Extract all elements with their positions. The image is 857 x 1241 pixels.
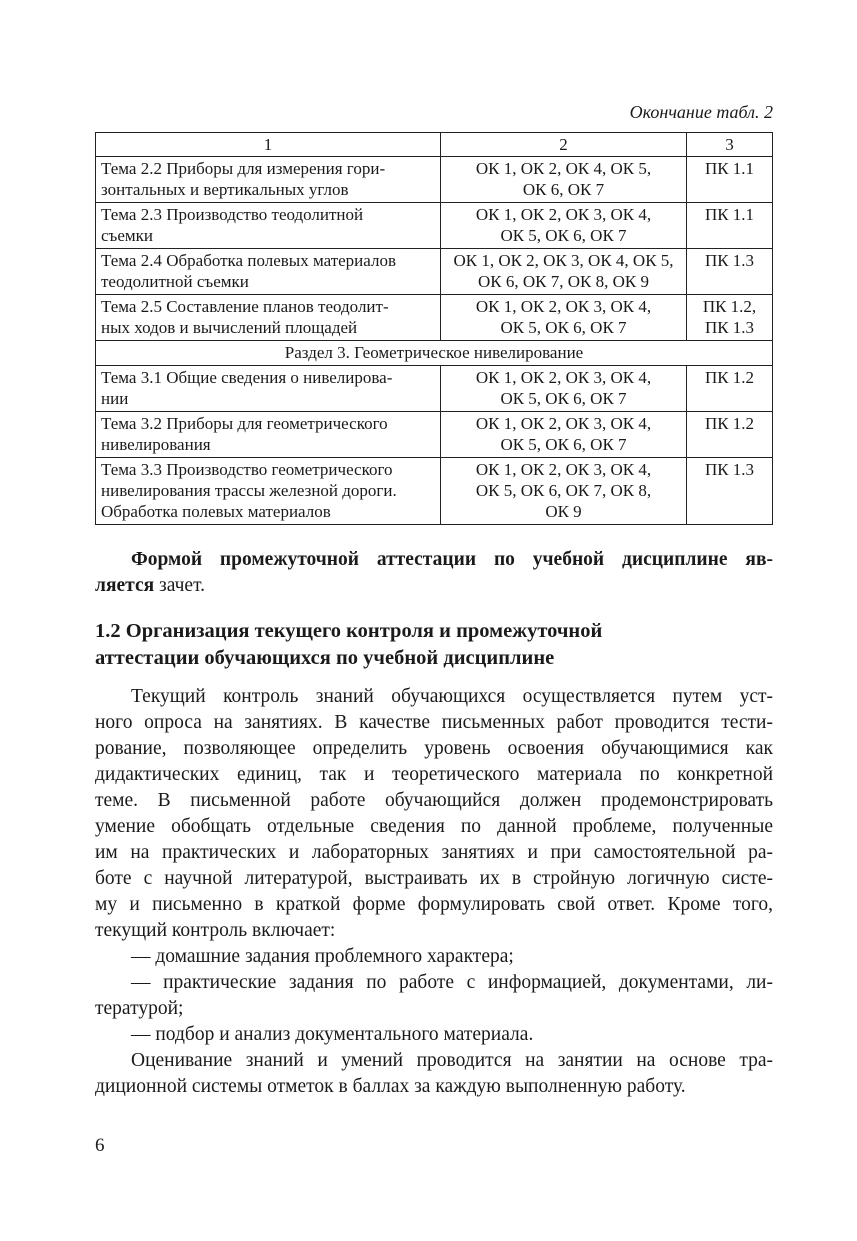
table-row [96,366,773,412]
cell-text-line: ПК 1.2 [704,414,755,433]
cell-text-line: Тема 3.2 Приборы для геометрического [101,414,388,433]
cell-text-line: Тема 2.3 Производство теодолитной [101,205,364,224]
body-line: боте с научной литературой, выстраивать их в стройную логичную систе- [95,868,773,889]
body-line: ного опроса на занятиях. В качестве письменных работ проводится тести- [95,712,773,733]
cell-text-line: съемки [101,226,153,245]
cell-text-line: ПК 1.1 [704,159,755,178]
final-line-1: Оценивание знаний и умений проводится на занятии на основе тра- [131,1050,773,1071]
header-cell-2: 2 [441,133,687,157]
cell-text-line: зонтальных и вертикальных углов [101,180,349,199]
body-line: му и письменно в краткой форме формулировать свой ответ. Кроме того, [95,894,773,915]
heading-line-1: 1.2 Организация текущего контроля и промежуточной [95,620,603,642]
list-item-3: — подбор и анализ документального материала. [131,1024,534,1045]
cell-text-line: Тема 3.3 Производство геометрического [101,460,393,479]
professional-competency-cell [687,203,773,249]
cell-text-line: ОК 5, ОК 6, ОК 7, ОК 8, [475,481,652,500]
heading-line-2: аттестации обучающихся по учебной дисциплине [95,647,555,669]
cell-text-line: ОК 1, ОК 2, ОК 3, ОК 4, [475,205,652,224]
cell-text-line: ПК 1.2, [702,297,757,316]
list-item-2-line-2: тературой; [95,998,184,1019]
cell-text-line: ОК 1, ОК 2, ОК 3, ОК 4, ОК 5, [453,251,674,270]
section-row [96,341,773,366]
topic-cell [96,157,441,203]
cell-text-line: ОК 1, ОК 2, ОК 4, ОК 5, [475,159,652,178]
topic-cell [96,295,441,341]
professional-competency-cell [687,249,773,295]
cell-text-line: ОК 5, ОК 6, ОК 7 [500,318,627,337]
cell-text-line: ОК 9 [545,502,582,521]
cell-text-line: ОК 5, ОК 6, ОК 7 [500,226,627,245]
header-cell-3: 3 [687,133,773,157]
topic-cell [96,203,441,249]
attestation-rest: зачет. [154,575,206,596]
body-line: дидактических единиц, так и теоретического материала по конкретной [95,764,773,785]
cell-text-line: Тема 2.5 Составление планов теодолит- [101,297,389,316]
cell-text-line: ОК 5, ОК 6, ОК 7 [500,435,627,454]
cell-text-line: ОК 1, ОК 2, ОК 3, ОК 4, [475,368,652,387]
general-competency-cell [441,203,687,249]
cell-text-line: Тема 2.4 Обработка полевых материалов [101,251,396,270]
professional-competency-cell [687,157,773,203]
cell-text-line: ПК 1.2 [704,368,755,387]
table-row [96,157,773,203]
page-number: 6 [95,1135,105,1156]
list-item-2-line-1: — практические задания по работе с информацией, документами, ли- [131,972,773,993]
cell-text-line: ПК 1.1 [704,205,755,224]
cell-text-line: ных ходов и вычислений площадей [101,318,358,337]
general-competency-cell [441,458,687,525]
body-line: теме. В письменной работе обучающийся должен продемонстрировать [95,790,773,811]
cell-text-line: ОК 6, ОК 7 [522,180,605,199]
topic-cell [96,412,441,458]
cell-text-line: ПК 1.3 [704,318,755,337]
general-competency-cell [441,366,687,412]
topic-cell [96,249,441,295]
general-competency-cell [441,412,687,458]
body-line: рование, позволяющее определить уровень освоения обучающимися как [95,738,773,759]
table-caption: Окончание табл. 2 [629,102,773,122]
body-line: умение обобщать отдельные сведения по данной проблеме, полученные [95,816,773,837]
professional-competency-cell [687,295,773,341]
cell-text-line: теодолитной съемки [101,272,249,291]
cell-text-line: Тема 3.1 Общие сведения о нивелирова- [101,368,393,387]
professional-competency-cell [687,366,773,412]
attestation-line-1: Формой промежуточной аттестации по учебной дисциплине яв- [131,549,773,570]
attestation-paragraph [95,547,773,599]
table-row [96,412,773,458]
table-row [96,203,773,249]
body-paragraph [95,684,773,1100]
cell-text-line: ОК 6, ОК 7, ОК 8, ОК 9 [478,272,649,291]
cell-text-line: ОК 5, ОК 6, ОК 7 [500,389,627,408]
body-line: текущий контроль включает: [95,920,336,941]
section-heading [95,618,773,672]
attestation-line-2 [95,573,773,599]
cell-text-line: ОК 1, ОК 2, ОК 3, ОК 4, [475,460,652,479]
list-item-1: — домашние задания проблемного характера; [131,946,514,967]
general-competency-cell [441,295,687,341]
section-title-cell: Раздел 3. Геометрическое нивелирование [96,341,773,366]
topic-cell [96,366,441,412]
cell-text-line: ПК 1.3 [704,460,755,479]
table-header-row [96,133,773,157]
topic-cell [96,458,441,525]
general-competency-cell [441,249,687,295]
cell-text-line: нивелирования трассы железной дороги. [101,481,397,500]
final-line-2: диционной системы отметок в баллах за каждую выполненную работу. [95,1076,686,1097]
body-line: им на практических и лабораторных занятиях и при самостоятельной ра- [95,842,773,863]
professional-competency-cell [687,412,773,458]
competency-table [95,132,773,525]
professional-competency-cell [687,458,773,525]
cell-text-line: ОК 1, ОК 2, ОК 3, ОК 4, [475,414,652,433]
cell-text-line: Обработка полевых материалов [101,502,331,521]
cell-text-line: нивелирования [101,435,211,454]
cell-text-line: нии [101,389,129,408]
cell-text-line: ПК 1.3 [704,251,755,270]
table-row [96,295,773,341]
body-line: Текущий контроль знаний обучающихся осуществляется путем уст- [131,686,773,707]
cell-text-line: ОК 1, ОК 2, ОК 3, ОК 4, [475,297,652,316]
cell-text-line: Тема 2.2 Приборы для измерения гори- [101,159,386,178]
table-row [96,249,773,295]
table-row [96,458,773,525]
attestation-bold-word: ляется [95,575,155,596]
general-competency-cell [441,157,687,203]
header-cell-1: 1 [96,133,441,157]
